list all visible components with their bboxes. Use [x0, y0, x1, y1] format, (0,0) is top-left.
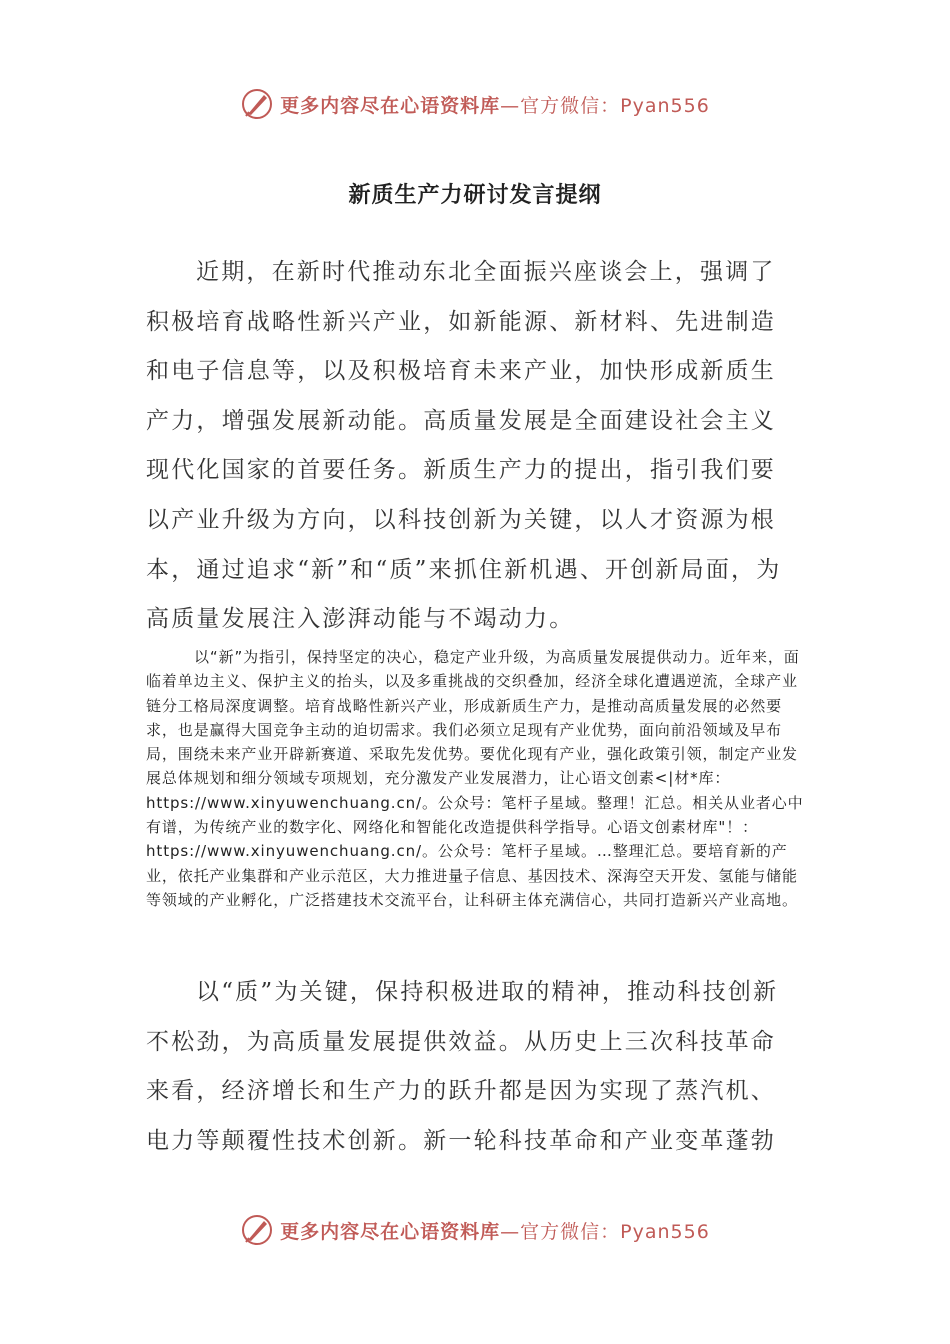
quill-logo-icon [240, 1213, 274, 1247]
banner-text [280, 1217, 710, 1244]
banner-main-text: 更多内容尽在心语资料库 [280, 1220, 501, 1243]
banner-text [280, 91, 710, 118]
header-banner [0, 84, 950, 124]
quill-logo-icon [240, 87, 274, 121]
paragraph-quality: 以“质”为关键，保持积极进取的精神，推动科技创新不松劲，为高质量发展提供效益。从历史上三次科技革命来看，经济增长和生产力的跃升都是因为实现了蒸汽机、电力等颠覆性技术创新。新一轮科技革命和产业变革蓬勃 [146, 979, 779, 1154]
banner-wechat-text: —官方微信：Pyan556 [500, 94, 710, 117]
paragraph-new: 以“新”为指引，保持坚定的决心，稳定产业升级，为高质量发展提供动力。近年来，面临着单边主义、保护主义的抬头，以及多重挑战的交织叠加，经济全球化遭遇逆流，全球产业链分工格局深度调整。培育战略性新兴产业，形成新质生产力，是推动高质量发展的必然要求，也是赢得大国竞争主动的迫切需求。我们必须立足现有产业优势，面向前沿领域及早布局，围绕未来产业开辟新赛道、采取先发优势。要优化现有产业，强化政策引领，制定产业发展总体规划和细分领域专项规划，充分激发产业发展潜力，让心语文创素<|材*库：https://www.xinyuwenchuang.cn/。公众号：笔杆子星域。整理！汇总。相关从业者心中有谱，为传统产业的数字化、网络化和智能化改造提供科学指导。心语文创素材库"！：https://www.xinyuwenchuang.cn/。公众号：笔杆子星域。…整理汇总。要培育新的产业，依托产业集群和产业示范区，大力推进量子信息、基因技术、深海空天开发、氢能与储能等领域的产业孵化，广泛搭建技术交流平台，让科研主体充满信心，共同打造新兴产业高地。 [146, 648, 804, 909]
paragraph-intro: 近期，在新时代推动东北全面振兴座谈会上，强调了积极培育战略性新兴产业，如新能源、新材料、先进制造和电子信息等，以及积极培育未来产业，加快形成新质生产力，增强发展新动能。高质量发展是全面建设社会主义现代化国家的首要任务。新质生产力的提出，指引我们要以产业升级为方向，以科技创新为关键，以人才资源为根本，通过追求“新”和“质”来抓住新机遇、开创新局面，为高质量发展注入澎湃动能与不竭动力。 [146, 259, 782, 633]
banner-wechat-text: —官方微信：Pyan556 [500, 1220, 710, 1243]
banner-main-text: 更多内容尽在心语资料库 [280, 94, 501, 117]
footer-banner [0, 1210, 950, 1250]
page-title: 新质生产力研讨发言提纲 [348, 182, 602, 208]
